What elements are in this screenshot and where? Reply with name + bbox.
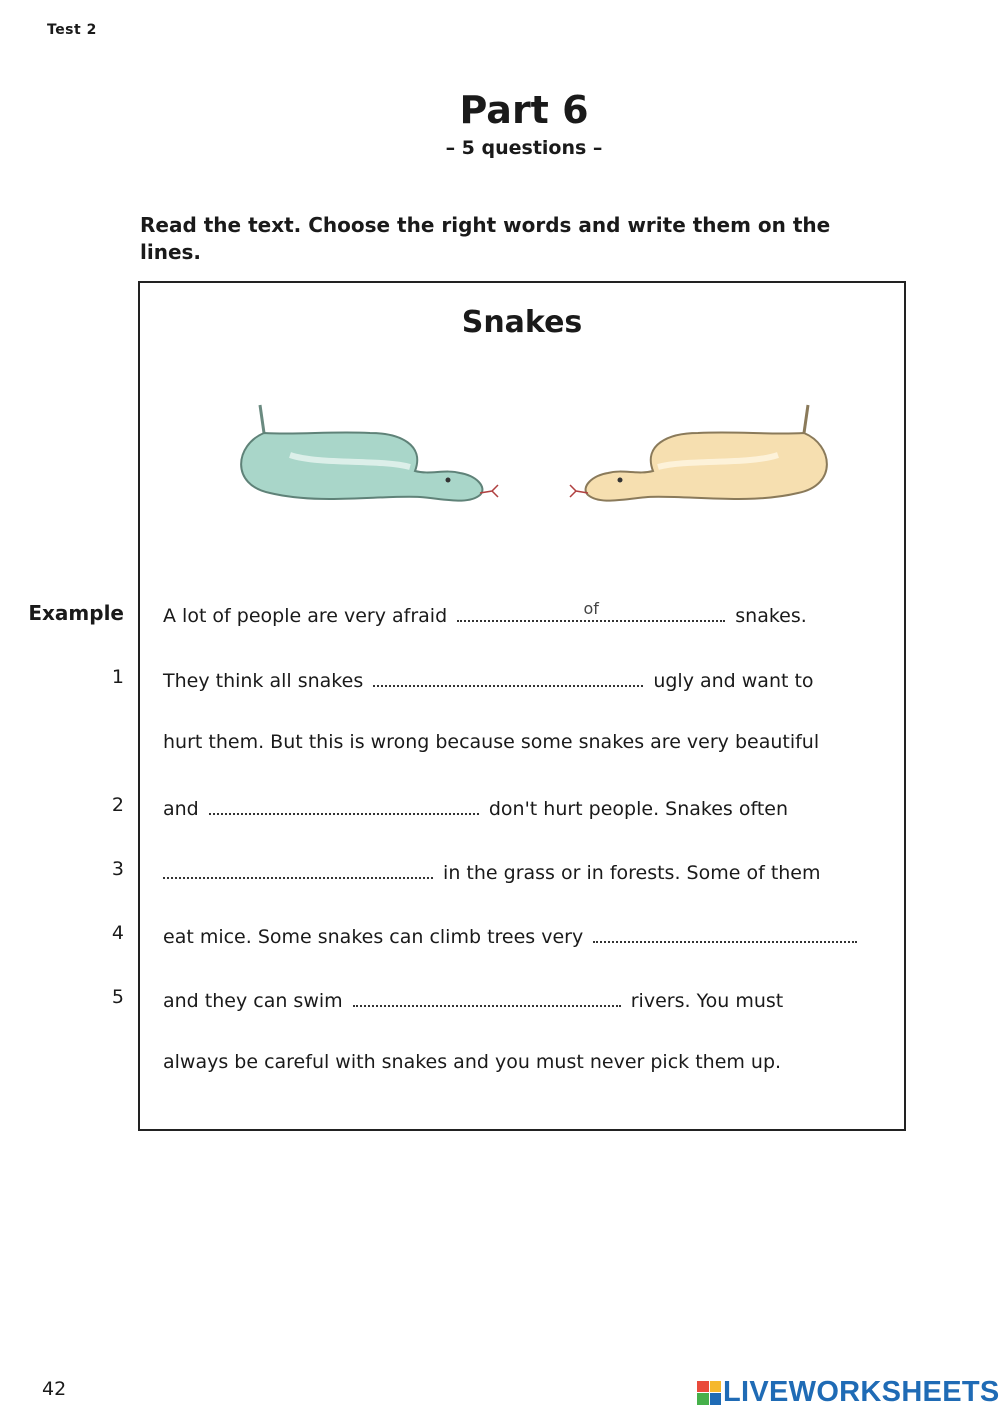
instructions: Read the text. Choose the right words and write them on the lines. xyxy=(140,213,831,264)
line-2-after: don't hurt people. Snakes often xyxy=(488,798,789,820)
part-title: Part 6 xyxy=(459,88,589,132)
passage-line-plain-2 xyxy=(163,1051,781,1073)
answer-blank-3[interactable] xyxy=(163,859,433,879)
line-plain-1-text: hurt them. But this is wrong because some snakes are very beautiful xyxy=(163,731,820,753)
answer-input-3[interactable] xyxy=(163,855,433,875)
answer-blank-5[interactable] xyxy=(353,987,621,1007)
question-line-3 xyxy=(163,859,821,884)
line-5-before: and they can swim xyxy=(163,990,343,1012)
brand-name: LIVEWORKSHEETS xyxy=(723,1376,1000,1408)
part-subtitle: – 5 questions – xyxy=(445,137,603,159)
green-snake xyxy=(241,405,498,501)
example-label: Example xyxy=(28,601,124,625)
answer-blank-1[interactable] xyxy=(373,667,643,687)
answer-input-4[interactable] xyxy=(593,919,857,939)
answer-blank-4[interactable] xyxy=(593,923,857,943)
example-answer: of xyxy=(583,599,599,618)
question-line-5 xyxy=(163,987,783,1012)
example-text-before: A lot of people are very afraid xyxy=(163,605,448,627)
question-line-1 xyxy=(163,667,814,692)
answer-input-1[interactable] xyxy=(373,663,643,683)
line-3-after: in the grass or in forests. Some of them xyxy=(443,862,821,884)
passage-title: Snakes xyxy=(461,305,583,340)
line-5-after: rivers. You must xyxy=(630,990,784,1012)
answer-input-2[interactable] xyxy=(209,791,479,811)
brand-squares-icon xyxy=(697,1381,721,1405)
passage-line-plain-1 xyxy=(163,731,819,753)
line-4-before: eat mice. Some snakes can climb trees very xyxy=(163,926,584,948)
yellow-snake xyxy=(570,405,827,501)
line-2-before: and xyxy=(163,798,199,820)
line-1-before: They think all snakes xyxy=(163,670,364,692)
answer-blank-2[interactable] xyxy=(209,795,479,815)
page-number: 42 xyxy=(42,1378,67,1400)
snakes-illustration xyxy=(230,395,840,525)
example-line xyxy=(163,599,807,627)
question-number-3: 3 xyxy=(111,858,124,880)
question-number-4: 4 xyxy=(111,922,124,944)
question-number-2: 2 xyxy=(111,794,124,816)
example-blank xyxy=(457,599,725,622)
question-line-4 xyxy=(163,923,861,948)
line-1-after: ugly and want to xyxy=(653,670,814,692)
question-line-2 xyxy=(163,795,788,820)
test-label: Test 2 xyxy=(47,22,97,38)
question-number-5: 5 xyxy=(111,986,124,1008)
answer-input-5[interactable] xyxy=(353,983,621,1003)
example-text-after: snakes. xyxy=(735,605,807,627)
question-number-1: 1 xyxy=(111,666,124,688)
line-plain-2-text: always be careful with snakes and you must never pick them up. xyxy=(163,1051,782,1073)
liveworksheets-logo[interactable] xyxy=(697,1376,1000,1409)
